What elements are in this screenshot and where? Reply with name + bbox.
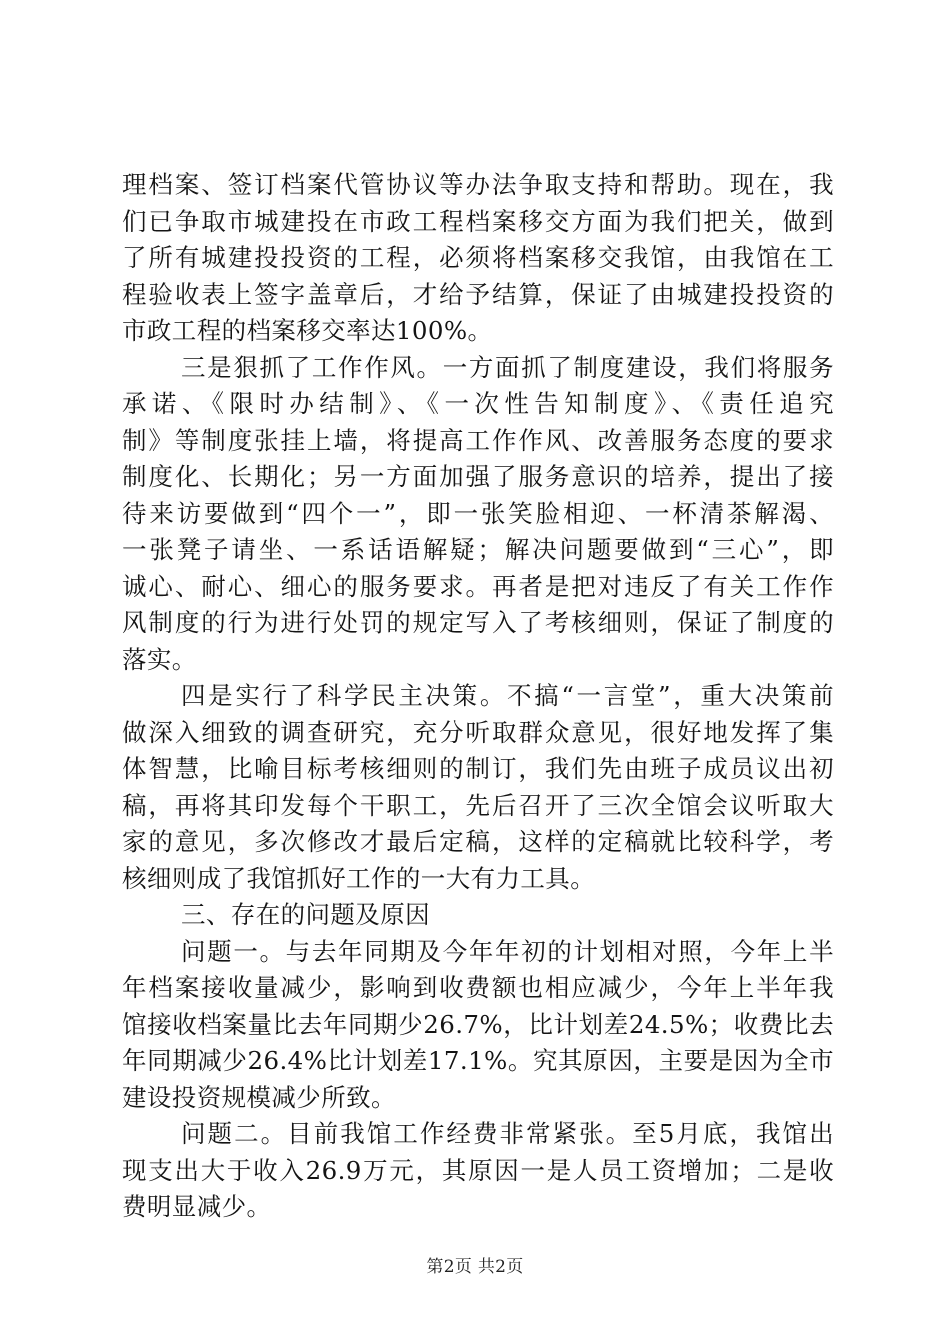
text-line: 年档案接收量减少，影响到收费额也相应减少，今年上半年我: [122, 973, 834, 1002]
text-line: 理档案、签订档案代管协议等办法争取支持和帮助。现在，我: [122, 170, 834, 199]
text-line: 体智慧，比喻目标考核细则的制订，我们先由班子成员议出初: [122, 754, 834, 783]
text-line: 稿，再将其印发每个干职工，先后召开了三次全馆会议听取大: [122, 790, 834, 820]
text-line: 诚心、耐心、细心的服务要求。再者是把对违反了有关工作作: [122, 571, 834, 601]
paragraph-start-line: 问题一。与去年同期及今年年初的计划相对照，今年上半: [181, 936, 834, 966]
text-line: 核细则成了我馆抓好工作的一大有力工具。: [122, 863, 596, 893]
text-line: 现支出大于收入26.9万元，其原因一是人员工资增加；二是收: [122, 1155, 834, 1185]
body-text: [122, 167, 834, 1226]
text-line: 做深入细致的调查研究，充分听取群众意见，很好地发挥了集: [122, 717, 834, 747]
paragraph-start-line: 问题二。目前我馆工作经费非常紧张。至5月底，我馆出: [181, 1119, 834, 1148]
text-line: 馆接收档案量比去年同期少26.7%，比计划差24.5%；收费比去: [122, 1009, 834, 1039]
text-line: 了所有城建投投资的工程，必须将档案移交我馆，由我馆在工: [122, 243, 834, 272]
text-line: 制》等制度张挂上墙，将提高工作作风、改善服务态度的要求: [122, 425, 834, 455]
text-line: 年同期减少26.4%比计划差17.1%。究其原因，主要是因为全市: [122, 1046, 834, 1075]
page-number-footer: 第2页 共2页: [426, 1257, 524, 1277]
text-line: 家的意见，多次修改才最后定稿，这样的定稿就比较科学，考: [122, 827, 834, 856]
text-line: 程验收表上签字盖章后，才给予结算，保证了由城建投投资的: [122, 279, 834, 309]
text-line: 承诺、《限时办结制》、《一次性告知制度》、《责任追究: [122, 389, 834, 418]
paragraph-start-line: 三是狠抓了工作作风。一方面抓了制度建设，我们将服务: [181, 352, 834, 382]
text-line: 待来访要做到“四个一”，即一张笑脸相迎、一杯清茶解渴、: [122, 498, 834, 528]
text-line: 一张凳子请坐、一系话语解疑；解决问题要做到“三心”，即: [122, 535, 834, 564]
text-line: 落实。: [122, 644, 197, 674]
text-line: 风制度的行为进行处罚的规定写入了考核细则，保证了制度的: [122, 608, 834, 637]
text-line: 建设投资规模减少所致。: [122, 1082, 396, 1112]
text-line: 们已争取市城建投在市政工程档案移交方面为我们把关，做到: [122, 206, 834, 236]
text-line: 制度化、长期化；另一方面加强了服务意识的培养，提出了接: [122, 462, 834, 491]
section-heading: 三、存在的问题及原因: [181, 900, 430, 929]
text-line: 市政工程的档案移交率达100%。: [122, 316, 493, 345]
text-line: 费明显减少。: [122, 1192, 272, 1221]
paragraph-start-line: 四是实行了科学民主决策。不搞“一言堂”，重大决策前: [181, 681, 834, 710]
